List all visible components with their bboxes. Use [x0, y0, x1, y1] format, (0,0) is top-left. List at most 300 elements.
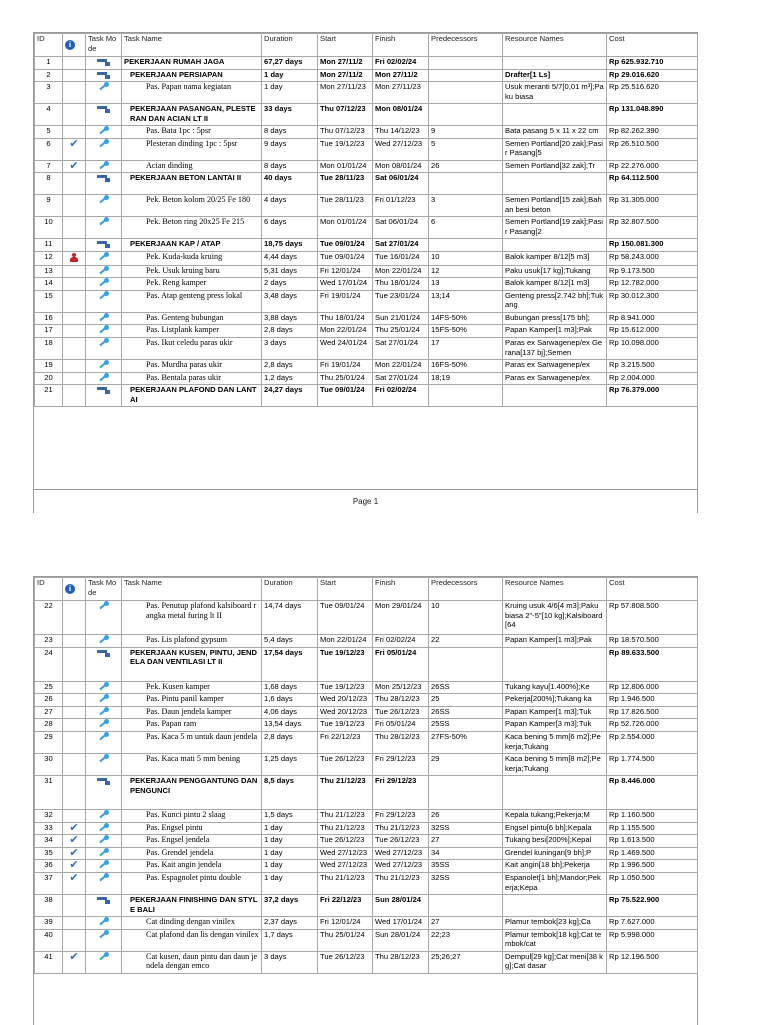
resource-names-cell[interactable]: Bubungan press[175 bh]; — [503, 312, 607, 325]
task-mode-cell[interactable] — [86, 822, 122, 835]
start-cell[interactable]: Mon 01/01/24 — [318, 160, 373, 173]
task-name-cell[interactable]: Pas. Bata 1pc : 5psr — [122, 126, 262, 139]
indicator-cell[interactable] — [63, 775, 86, 809]
finish-cell[interactable]: Mon 08/01/24 — [373, 104, 429, 126]
task-id-cell[interactable]: 40 — [35, 929, 63, 951]
col-header-id[interactable]: ID — [35, 578, 63, 601]
task-name-cell[interactable]: Pas. Atap genteng press lokal — [122, 290, 262, 312]
task-id-cell[interactable]: 20 — [35, 372, 63, 385]
start-cell[interactable]: Thu 21/12/23 — [318, 809, 373, 822]
start-cell[interactable]: Mon 22/01/24 — [318, 325, 373, 338]
indicator-cell[interactable] — [63, 929, 86, 951]
indicator-cell[interactable] — [63, 104, 86, 126]
cost-cell[interactable]: Rp 9.173.500 — [607, 265, 698, 278]
predecessors-cell[interactable]: 25SS — [429, 719, 503, 732]
predecessors-cell[interactable]: 10 — [429, 251, 503, 265]
resource-names-cell[interactable]: Papan Kamper[1 m3];Pak — [503, 325, 607, 338]
resource-names-cell[interactable]: Kait angin[18 bh];Pekerja — [503, 860, 607, 873]
duration-cell[interactable]: 24,27 days — [262, 385, 318, 407]
start-cell[interactable]: Wed 24/01/24 — [318, 337, 373, 359]
table-row[interactable] — [35, 635, 698, 648]
resource-names-cell[interactable]: Dempul[29 kg];Cat meni[38 kg];Cat dasar — [503, 951, 607, 973]
col-header-duration[interactable]: Duration — [262, 578, 318, 601]
table-row[interactable] — [35, 160, 698, 173]
start-cell[interactable]: Tue 28/11/23 — [318, 173, 373, 195]
resource-names-cell[interactable] — [503, 104, 607, 126]
resource-names-cell[interactable] — [503, 894, 607, 916]
start-cell[interactable]: Wed 27/12/23 — [318, 847, 373, 860]
finish-cell[interactable]: Mon 22/01/24 — [373, 359, 429, 372]
task-id-cell[interactable]: 23 — [35, 635, 63, 648]
resource-names-cell[interactable]: Espanolet[1 bh];Mandor;Pekerja;Kepa — [503, 872, 607, 894]
predecessors-cell[interactable] — [429, 647, 503, 681]
task-name-cell[interactable]: Pas. Kaca 5 m untuk daun jendela — [122, 731, 262, 753]
resource-names-cell[interactable]: Semen Portland[20 zak];Pasir Pasang[5 — [503, 138, 607, 160]
task-name-cell[interactable]: Cat dinding dengan vinilex — [122, 916, 262, 929]
task-id-cell[interactable]: 34 — [35, 835, 63, 848]
finish-cell[interactable]: Thu 18/01/24 — [373, 278, 429, 291]
predecessors-cell[interactable]: 27 — [429, 835, 503, 848]
predecessors-cell[interactable] — [429, 104, 503, 126]
indicator-cell[interactable] — [63, 694, 86, 707]
cost-cell[interactable]: Rp 1.469.500 — [607, 847, 698, 860]
col-header-cost[interactable]: Cost — [607, 34, 698, 57]
start-cell[interactable]: Thu 21/12/23 — [318, 775, 373, 809]
finish-cell[interactable]: Fri 29/12/23 — [373, 753, 429, 775]
table-row[interactable] — [35, 325, 698, 338]
resource-names-cell[interactable]: Paras ex Sarwagenep/ex Gerana[137 bj];Semen — [503, 337, 607, 359]
col-header-start[interactable]: Start — [318, 578, 373, 601]
duration-cell[interactable]: 2,8 days — [262, 731, 318, 753]
col-header-task-mode[interactable]: Task Mode — [86, 34, 122, 57]
task-name-cell[interactable]: Pas. Listplank kamper — [122, 325, 262, 338]
task-name-cell[interactable]: Pek. Beton kolom 20/25 Fe 180 — [122, 195, 262, 217]
start-cell[interactable]: Tue 19/12/23 — [318, 647, 373, 681]
predecessors-cell[interactable]: 6 — [429, 217, 503, 239]
cost-cell[interactable]: Rp 31.305.000 — [607, 195, 698, 217]
finish-cell[interactable]: Fri 02/02/24 — [373, 57, 429, 70]
task-id-cell[interactable]: 9 — [35, 195, 63, 217]
task-name-cell[interactable]: Pas. Espagnolet pintu double — [122, 872, 262, 894]
task-id-cell[interactable]: 30 — [35, 753, 63, 775]
task-name-cell[interactable]: Pas. Kaca mati 5 mm bening — [122, 753, 262, 775]
task-name-cell[interactable]: Pek. Kuda-kuda kruing — [122, 251, 262, 265]
resource-names-cell[interactable]: Papan Kamper[1 m3];Tuk — [503, 706, 607, 719]
duration-cell[interactable]: 14,74 days — [262, 601, 318, 635]
duration-cell[interactable]: 8,5 days — [262, 775, 318, 809]
task-id-cell[interactable]: 16 — [35, 312, 63, 325]
indicator-cell[interactable] — [63, 601, 86, 635]
indicator-cell[interactable] — [63, 138, 86, 160]
resource-names-cell[interactable]: Kaca bening 5 mm[8 m2];Pekerja;Tukang — [503, 753, 607, 775]
task-mode-cell[interactable] — [86, 312, 122, 325]
col-header-task-name[interactable]: Task Name — [122, 578, 262, 601]
start-cell[interactable]: Fri 12/01/24 — [318, 265, 373, 278]
indicator-cell[interactable] — [63, 251, 86, 265]
task-mode-cell[interactable] — [86, 359, 122, 372]
predecessors-cell[interactable]: 27FS-50% — [429, 731, 503, 753]
task-name-cell[interactable]: Pek. Reng kamper — [122, 278, 262, 291]
start-cell[interactable]: Thu 21/12/23 — [318, 822, 373, 835]
start-cell[interactable]: Tue 09/01/24 — [318, 239, 373, 252]
cost-cell[interactable]: Rp 32.807.500 — [607, 217, 698, 239]
cost-cell[interactable]: Rp 58.243.000 — [607, 251, 698, 265]
duration-cell[interactable]: 8 days — [262, 160, 318, 173]
task-mode-cell[interactable] — [86, 809, 122, 822]
duration-cell[interactable]: 1,2 days — [262, 372, 318, 385]
predecessors-cell[interactable]: 26SS — [429, 706, 503, 719]
start-cell[interactable]: Tue 09/01/24 — [318, 601, 373, 635]
table-row[interactable] — [35, 601, 698, 635]
duration-cell[interactable]: 1,5 days — [262, 809, 318, 822]
table-row[interactable] — [35, 173, 698, 195]
table-row[interactable] — [35, 69, 698, 82]
task-mode-cell[interactable] — [86, 104, 122, 126]
indicator-cell[interactable] — [63, 860, 86, 873]
table-row[interactable] — [35, 822, 698, 835]
cost-cell[interactable]: Rp 131.048.890 — [607, 104, 698, 126]
cost-cell[interactable]: Rp 7.627.000 — [607, 916, 698, 929]
table-row[interactable] — [35, 385, 698, 407]
duration-cell[interactable]: 1 day — [262, 82, 318, 104]
finish-cell[interactable]: Fri 02/02/24 — [373, 635, 429, 648]
predecessors-cell[interactable]: 17 — [429, 337, 503, 359]
indicator-cell[interactable] — [63, 385, 86, 407]
task-mode-cell[interactable] — [86, 337, 122, 359]
col-header-predecessors[interactable]: Predecessors — [429, 34, 503, 57]
table-row[interactable] — [35, 372, 698, 385]
duration-cell[interactable]: 1 day — [262, 872, 318, 894]
resource-names-cell[interactable]: Kruing usuk 4/6[4 m3];Paku biasa 2"-5"[10 kg];Kalsiboard[64 — [503, 601, 607, 635]
resource-names-cell[interactable]: Plamur tembok[23 kg];Ca — [503, 916, 607, 929]
task-mode-cell[interactable] — [86, 753, 122, 775]
predecessors-cell[interactable]: 22;23 — [429, 929, 503, 951]
duration-cell[interactable]: 4,06 days — [262, 706, 318, 719]
task-name-cell[interactable]: Pas. Genteng bubungan — [122, 312, 262, 325]
col-header-cost[interactable]: Cost — [607, 578, 698, 601]
predecessors-cell[interactable] — [429, 385, 503, 407]
start-cell[interactable]: Wed 27/12/23 — [318, 860, 373, 873]
task-mode-cell[interactable] — [86, 929, 122, 951]
start-cell[interactable]: Wed 17/01/24 — [318, 278, 373, 291]
table-row[interactable] — [35, 731, 698, 753]
cost-cell[interactable]: Rp 150.081.300 — [607, 239, 698, 252]
task-mode-cell[interactable] — [86, 290, 122, 312]
cost-cell[interactable]: Rp 30.012.300 — [607, 290, 698, 312]
indicator-cell[interactable] — [63, 835, 86, 848]
resource-names-cell[interactable] — [503, 173, 607, 195]
predecessors-cell[interactable]: 32SS — [429, 872, 503, 894]
cost-cell[interactable]: Rp 26.510.500 — [607, 138, 698, 160]
table-row[interactable] — [35, 753, 698, 775]
task-mode-cell[interactable] — [86, 385, 122, 407]
cost-cell[interactable]: Rp 25.516.620 — [607, 82, 698, 104]
col-header-task-name[interactable]: Task Name — [122, 34, 262, 57]
task-name-cell[interactable]: Plesteran dinding 1pc : 5psr — [122, 138, 262, 160]
table-row[interactable] — [35, 647, 698, 681]
table-row[interactable] — [35, 239, 698, 252]
finish-cell[interactable]: Sun 21/01/24 — [373, 312, 429, 325]
finish-cell[interactable]: Sat 27/01/24 — [373, 337, 429, 359]
task-name-cell[interactable]: PEKERJAAN KUSEN, PINTU, JENDELA DAN VENTILASI LT II — [122, 647, 262, 681]
task-id-cell[interactable]: 31 — [35, 775, 63, 809]
indicator-cell[interactable] — [63, 195, 86, 217]
duration-cell[interactable]: 1,7 days — [262, 929, 318, 951]
task-mode-cell[interactable] — [86, 57, 122, 70]
indicator-cell[interactable] — [63, 847, 86, 860]
table-row[interactable] — [35, 719, 698, 732]
finish-cell[interactable]: Sat 06/01/24 — [373, 217, 429, 239]
finish-cell[interactable]: Tue 16/01/24 — [373, 251, 429, 265]
finish-cell[interactable]: Wed 27/12/23 — [373, 847, 429, 860]
resource-names-cell[interactable]: Bata pasang 5 x 11 x 22 cm — [503, 126, 607, 139]
cost-cell[interactable]: Rp 64.112.500 — [607, 173, 698, 195]
duration-cell[interactable]: 9 days — [262, 138, 318, 160]
indicator-cell[interactable] — [63, 126, 86, 139]
task-id-cell[interactable]: 25 — [35, 681, 63, 694]
start-cell[interactable]: Tue 09/01/24 — [318, 385, 373, 407]
resource-names-cell[interactable] — [503, 647, 607, 681]
predecessors-cell[interactable]: 18;19 — [429, 372, 503, 385]
task-id-cell[interactable]: 12 — [35, 251, 63, 265]
indicator-cell[interactable] — [63, 731, 86, 753]
duration-cell[interactable]: 33 days — [262, 104, 318, 126]
col-header-id[interactable]: ID — [35, 34, 63, 57]
predecessors-cell[interactable]: 10 — [429, 601, 503, 635]
predecessors-cell[interactable]: 25 — [429, 694, 503, 707]
cost-cell[interactable]: Rp 1.996.500 — [607, 860, 698, 873]
finish-cell[interactable]: Mon 29/01/24 — [373, 601, 429, 635]
task-name-cell[interactable]: Acian dinding — [122, 160, 262, 173]
finish-cell[interactable]: Mon 22/01/24 — [373, 265, 429, 278]
col-header-resource-names[interactable]: Resource Names — [503, 34, 607, 57]
col-header-start[interactable]: Start — [318, 34, 373, 57]
indicator-cell[interactable] — [63, 69, 86, 82]
cost-cell[interactable]: Rp 3.215.500 — [607, 359, 698, 372]
indicator-cell[interactable] — [63, 719, 86, 732]
task-name-cell[interactable]: Pas. Kait angin jendela — [122, 860, 262, 873]
predecessors-cell[interactable]: 12 — [429, 265, 503, 278]
indicator-cell[interactable] — [63, 290, 86, 312]
task-name-cell[interactable]: Pek. Usuk kruing baru — [122, 265, 262, 278]
task-name-cell[interactable]: Pas. Ikut celedu paras ukir — [122, 337, 262, 359]
task-id-cell[interactable]: 10 — [35, 217, 63, 239]
col-header-finish[interactable]: Finish — [373, 578, 429, 601]
table-row[interactable] — [35, 706, 698, 719]
predecessors-cell[interactable] — [429, 775, 503, 809]
task-mode-cell[interactable] — [86, 775, 122, 809]
duration-cell[interactable]: 6 days — [262, 217, 318, 239]
predecessors-cell[interactable]: 35SS — [429, 860, 503, 873]
start-cell[interactable]: Thu 25/01/24 — [318, 372, 373, 385]
indicator-cell[interactable] — [63, 635, 86, 648]
finish-cell[interactable]: Mon 25/12/23 — [373, 681, 429, 694]
task-mode-cell[interactable] — [86, 160, 122, 173]
duration-cell[interactable]: 13,54 days — [262, 719, 318, 732]
start-cell[interactable]: Mon 27/11/2 — [318, 69, 373, 82]
cost-cell[interactable]: Rp 8.446.000 — [607, 775, 698, 809]
cost-cell[interactable]: Rp 2.554.000 — [607, 731, 698, 753]
table-row[interactable] — [35, 57, 698, 70]
duration-cell[interactable]: 2 days — [262, 278, 318, 291]
table-row[interactable] — [35, 126, 698, 139]
indicator-cell[interactable] — [63, 647, 86, 681]
task-id-cell[interactable]: 33 — [35, 822, 63, 835]
table-row[interactable] — [35, 860, 698, 873]
indicator-cell[interactable] — [63, 706, 86, 719]
task-name-cell[interactable]: Pas. Penutup plafond kalsiboard rangka metal furing lt II — [122, 601, 262, 635]
cost-cell[interactable]: Rp 18.570.500 — [607, 635, 698, 648]
task-mode-cell[interactable] — [86, 647, 122, 681]
predecessors-cell[interactable]: 34 — [429, 847, 503, 860]
task-id-cell[interactable]: 3 — [35, 82, 63, 104]
predecessors-cell[interactable]: 27 — [429, 916, 503, 929]
finish-cell[interactable]: Sun 28/01/24 — [373, 894, 429, 916]
start-cell[interactable]: Tue 09/01/24 — [318, 251, 373, 265]
cost-cell[interactable]: Rp 1.613.500 — [607, 835, 698, 848]
task-mode-cell[interactable] — [86, 835, 122, 848]
task-name-cell[interactable]: Pas. Papan ram — [122, 719, 262, 732]
cost-cell[interactable]: Rp 17.826.500 — [607, 706, 698, 719]
col-header-task-mode[interactable]: Task Mode — [86, 578, 122, 601]
cost-cell[interactable]: Rp 1.050.500 — [607, 872, 698, 894]
duration-cell[interactable]: 2,37 days — [262, 916, 318, 929]
cost-cell[interactable]: Rp 1.946.500 — [607, 694, 698, 707]
finish-cell[interactable]: Thu 21/12/23 — [373, 872, 429, 894]
table-row[interactable] — [35, 217, 698, 239]
duration-cell[interactable]: 2,8 days — [262, 359, 318, 372]
predecessors-cell[interactable] — [429, 69, 503, 82]
finish-cell[interactable]: Fri 02/02/24 — [373, 385, 429, 407]
start-cell[interactable]: Mon 01/01/24 — [318, 217, 373, 239]
task-id-cell[interactable]: 37 — [35, 872, 63, 894]
predecessors-cell[interactable]: 13;14 — [429, 290, 503, 312]
col-header-predecessors[interactable]: Predecessors — [429, 578, 503, 601]
cost-cell[interactable]: Rp 75.522.900 — [607, 894, 698, 916]
start-cell[interactable]: Fri 19/01/24 — [318, 290, 373, 312]
table-row[interactable] — [35, 847, 698, 860]
resource-names-cell[interactable]: Semen Portland[32 zak];Tr — [503, 160, 607, 173]
predecessors-cell[interactable] — [429, 82, 503, 104]
finish-cell[interactable]: Mon 27/11/2 — [373, 69, 429, 82]
resource-names-cell[interactable]: Drafter[1 Ls] — [503, 69, 607, 82]
task-mode-cell[interactable] — [86, 278, 122, 291]
duration-cell[interactable]: 4 days — [262, 195, 318, 217]
table-row[interactable] — [35, 312, 698, 325]
table-row[interactable] — [35, 951, 698, 973]
col-header-indicators[interactable] — [63, 578, 86, 601]
duration-cell[interactable]: 40 days — [262, 173, 318, 195]
task-name-cell[interactable]: Pas. Kunci pintu 2 slaag — [122, 809, 262, 822]
task-name-cell[interactable]: Pas. Grendel jendela — [122, 847, 262, 860]
task-id-cell[interactable]: 38 — [35, 894, 63, 916]
table-row[interactable] — [35, 195, 698, 217]
finish-cell[interactable]: Fri 05/01/24 — [373, 719, 429, 732]
finish-cell[interactable]: Sat 27/01/24 — [373, 372, 429, 385]
start-cell[interactable]: Tue 19/12/23 — [318, 719, 373, 732]
finish-cell[interactable]: Fri 29/12/23 — [373, 775, 429, 809]
resource-names-cell[interactable] — [503, 57, 607, 70]
resource-names-cell[interactable]: Kaca bening 5 mm[6 m2];Pekerja;Tukang — [503, 731, 607, 753]
cost-cell[interactable]: Rp 10.098.000 — [607, 337, 698, 359]
resource-names-cell[interactable]: Kepala tukang;Pekerja;M — [503, 809, 607, 822]
indicator-cell[interactable] — [63, 278, 86, 291]
cost-cell[interactable]: Rp 1.160.500 — [607, 809, 698, 822]
predecessors-cell[interactable]: 26 — [429, 809, 503, 822]
finish-cell[interactable]: Mon 08/01/24 — [373, 160, 429, 173]
resource-names-cell[interactable]: Paras ex Sarwagenep/ex — [503, 372, 607, 385]
start-cell[interactable]: Mon 27/11/23 — [318, 82, 373, 104]
task-id-cell[interactable]: 15 — [35, 290, 63, 312]
task-id-cell[interactable]: 32 — [35, 809, 63, 822]
finish-cell[interactable]: Wed 27/12/23 — [373, 138, 429, 160]
table-row[interactable] — [35, 872, 698, 894]
task-mode-cell[interactable] — [86, 601, 122, 635]
task-id-cell[interactable]: 18 — [35, 337, 63, 359]
resource-names-cell[interactable]: Balok kamper 8/12[1 m3] — [503, 278, 607, 291]
indicator-cell[interactable] — [63, 951, 86, 973]
task-mode-cell[interactable] — [86, 635, 122, 648]
indicator-cell[interactable] — [63, 325, 86, 338]
table-row[interactable] — [35, 775, 698, 809]
task-id-cell[interactable]: 14 — [35, 278, 63, 291]
task-id-cell[interactable]: 7 — [35, 160, 63, 173]
task-id-cell[interactable]: 4 — [35, 104, 63, 126]
cost-cell[interactable]: Rp 2.004.000 — [607, 372, 698, 385]
task-mode-cell[interactable] — [86, 239, 122, 252]
cost-cell[interactable]: Rp 57.808.500 — [607, 601, 698, 635]
resource-names-cell[interactable]: Engsel pintu[6 bh];Kepala — [503, 822, 607, 835]
duration-cell[interactable]: 1 day — [262, 822, 318, 835]
start-cell[interactable]: Wed 20/12/23 — [318, 706, 373, 719]
task-id-cell[interactable]: 19 — [35, 359, 63, 372]
resource-names-cell[interactable] — [503, 385, 607, 407]
indicator-cell[interactable] — [63, 312, 86, 325]
start-cell[interactable]: Fri 19/01/24 — [318, 359, 373, 372]
task-name-cell[interactable]: PEKERJAAN PLAFOND DAN LANTAI — [122, 385, 262, 407]
duration-cell[interactable]: 18,75 days — [262, 239, 318, 252]
finish-cell[interactable]: Thu 28/12/23 — [373, 731, 429, 753]
start-cell[interactable]: Tue 26/12/23 — [318, 835, 373, 848]
resource-names-cell[interactable] — [503, 775, 607, 809]
indicator-cell[interactable] — [63, 337, 86, 359]
table-row[interactable] — [35, 916, 698, 929]
task-id-cell[interactable]: 27 — [35, 706, 63, 719]
resource-names-cell[interactable]: Semen Portland[19 zak];Pasir Pasang[2 — [503, 217, 607, 239]
task-id-cell[interactable]: 26 — [35, 694, 63, 707]
task-name-cell[interactable]: Pas. Bentala paras ukir — [122, 372, 262, 385]
table-row[interactable] — [35, 278, 698, 291]
duration-cell[interactable]: 3 days — [262, 337, 318, 359]
task-mode-cell[interactable] — [86, 860, 122, 873]
task-name-cell[interactable]: Pas. Daun jendela kamper — [122, 706, 262, 719]
task-id-cell[interactable]: 2 — [35, 69, 63, 82]
predecessors-cell[interactable] — [429, 57, 503, 70]
finish-cell[interactable]: Mon 27/11/23 — [373, 82, 429, 104]
resource-names-cell[interactable]: Tukang kayu[1.400%];Ke — [503, 681, 607, 694]
indicator-cell[interactable] — [63, 82, 86, 104]
resource-names-cell[interactable]: Paras ex Sarwagenep/ex — [503, 359, 607, 372]
indicator-cell[interactable] — [63, 916, 86, 929]
indicator-cell[interactable] — [63, 372, 86, 385]
indicator-cell[interactable] — [63, 57, 86, 70]
start-cell[interactable]: Thu 07/12/23 — [318, 104, 373, 126]
cost-cell[interactable]: Rp 8.941.000 — [607, 312, 698, 325]
task-id-cell[interactable]: 5 — [35, 126, 63, 139]
indicator-cell[interactable] — [63, 809, 86, 822]
task-id-cell[interactable]: 24 — [35, 647, 63, 681]
table-row[interactable] — [35, 290, 698, 312]
